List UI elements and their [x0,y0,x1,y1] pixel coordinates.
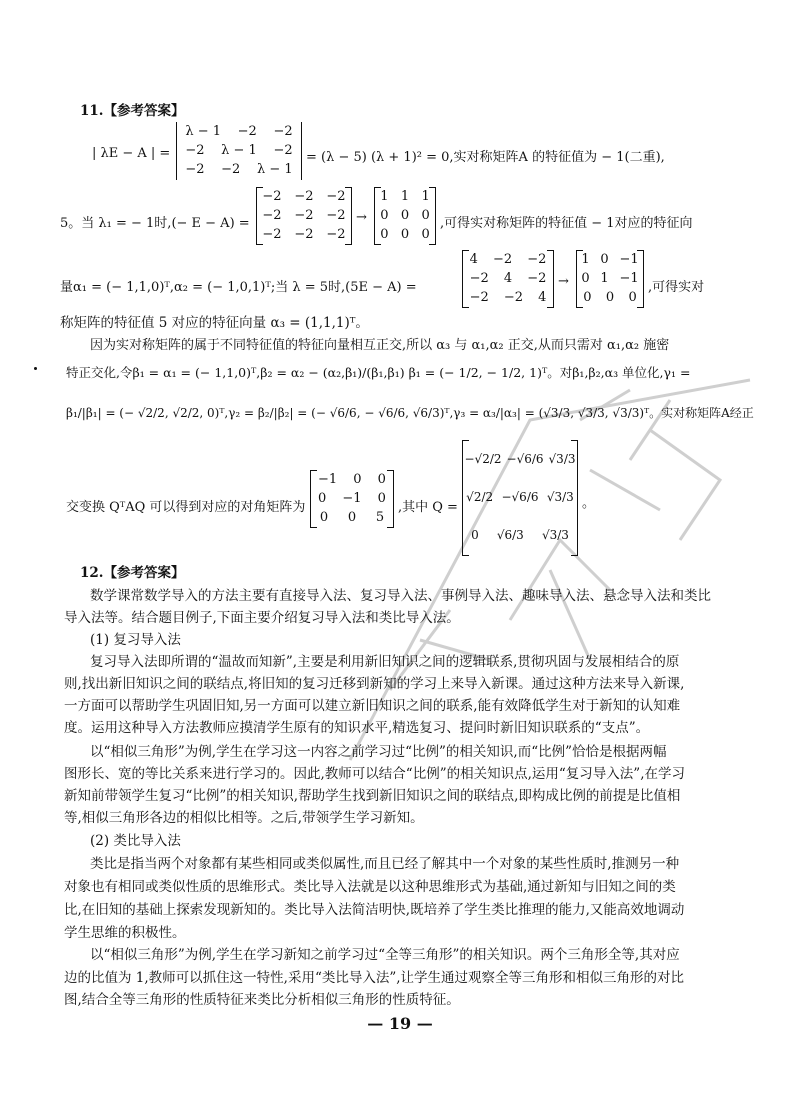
matrix-entry: 1 [400,189,410,204]
matrix-row [310,510,394,525]
matrix-entry: 0 [319,510,329,525]
q12-paragraph-line: 导入法等。结合题目例子,下面主要介绍复习导入法和类比导入法。 [64,610,460,626]
matrix-row [374,208,436,223]
matrix-entry: 0 [353,472,362,487]
matrix-entry: 0 [380,227,389,242]
det-row [177,124,301,139]
matrix-row [374,227,436,242]
matrix-row [576,290,644,305]
matrix-entry: 0 [605,290,615,305]
q11-case2-text: 量α₁ = (− 1,1,0)ᵀ,α₂ = (− 1,0,1)ᵀ;当 λ = 5时,(5E − A) = [60,280,417,295]
matrix-entry: −2 [294,189,314,204]
matrix-q [462,440,578,556]
matrix-row [576,252,644,267]
q11-case1-text: 5。当 λ₁ = − 1时,(− E − A) = [60,216,250,231]
matrix-entry: −√6/6 [501,490,539,504]
matrix-row [462,452,578,466]
matrix-entry: 0 [380,208,389,223]
matrix-row [576,271,644,286]
q11-q-label: ,其中 Q = [398,500,458,515]
matrix-entry: 1 [380,189,389,204]
q11-det-label: | λE − A | = [92,146,171,161]
matrix-entry: 0 [471,528,479,542]
matrix-entry: 0 [377,491,386,506]
q12-subheading: (1) 复习导入法 [90,632,181,648]
q11-char-eq: = (λ − 5) (λ + 1)² = 0,实对称矩阵A 的特征值为 − 1(二重), [306,150,665,165]
watermark-stamp [330,360,770,780]
matrix-entry: 5 [375,510,385,525]
matrix-entry: −2 [273,124,293,139]
matrix-entry: 4 [538,290,547,305]
matrix-entry: √3/3 [541,528,569,542]
q12-subheading: (2) 类比导入法 [90,833,181,849]
matrix-row [462,271,554,286]
matrix-row [462,252,554,267]
matrix-entry: √3/3 [546,490,574,504]
matrix-entry: 0 [400,227,410,242]
matrix-entry: 0 [347,510,357,525]
matrix-entry: 0 [628,290,637,305]
q11-line: β₁/|β₁| = (− √2/2, √2/2, 0)ᵀ,γ₂ = β₂/|β₂| = (− √6/6, − √6/6, √6/3)ᵀ,γ₃ = α₃/|α₃| = (√3/3, √3/3, √3/3)ᵀ。实对称矩阵A经正 [66,406,754,420]
matrix-entry: √6/3 [496,528,524,542]
matrix-entry: 0 [377,472,386,487]
q11-end-mark: 。 [582,496,596,511]
matrix-5e-minus-a [462,250,554,308]
arrow-icon: → [558,274,569,289]
matrix-entry: −2 [262,189,282,204]
matrix-entry: −2 [221,162,241,177]
matrix-row [310,491,394,506]
matrix-reduced-2 [576,250,644,308]
matrix-entry: 0 [400,208,410,223]
q12-paragraph-line: 学生思维的积极性。 [64,925,186,941]
matrix-entry: √2/2 [466,490,494,504]
det-row [177,162,301,177]
matrix-entry: −1 [342,491,362,506]
matrix-entry: −2 [527,271,547,286]
matrix-row [256,189,352,204]
q12-paragraph-line: 类比是指当两个对象都有某些相同或类似属性,而且已经了解其中一个对象的某些性质时,推测另一种 [90,856,680,872]
q12-paragraph-line: 数学课常数学导入的方法主要有直接导入法、复习导入法、事例导入法、趣味导入法、悬念导入法和类比 [90,588,711,604]
q12-paragraph-line: 以“相似三角形”为例,学生在学习这一内容之前学习过“比例”的相关知识,而“比例”恰恰是根据两幅 [90,744,667,760]
q11-diag-text: 交变换 QᵀAQ 可以得到对应的对角矩阵为 [66,500,306,515]
matrix-entry: −2 [503,290,524,305]
q12-paragraph-line: 等,相似三角形各边的相似比相等。之后,带领学生学习新知。 [64,810,424,826]
matrix-entry: −2 [469,271,489,286]
q11-heading: 11.【参考答案】 [80,103,185,119]
det-row [177,143,301,158]
matrix-entry: −2 [294,227,314,242]
matrix-entry: −√2/2 [464,452,502,466]
matrix-entry: 0 [318,491,327,506]
matrix-entry: −√6/6 [506,452,544,466]
matrix-entry: −2 [527,252,547,267]
matrix-entry: −1 [318,472,338,487]
matrix-entry: −2 [326,227,346,242]
matrix-row [462,528,578,542]
matrix-entry: −2 [469,290,489,305]
q12-paragraph-line: 以“相似三角形”为例,学生在学习新知之前学习过“全等三角形”的相关知识。两个三角形全等,其对应 [90,947,680,963]
matrix-diagonal [310,470,394,528]
matrix-entry: 0 [583,290,592,305]
q12-paragraph-line: 边的比值为 1,教师可以抓住这一特性,采用“类比导入法”,让学生通过观察全等三角形和相似三角形的对比 [64,970,685,986]
matrix-row [256,227,352,242]
matrix-entry: −2 [185,143,205,158]
matrix-entry: √3/3 [548,452,576,466]
matrix-entry: λ − 1 [185,124,221,139]
q11-case1-result: ,可得实对称矩阵的特征值 − 1对应的特征向 [440,216,693,231]
matrix-entry: λ − 1 [221,143,257,158]
q12-paragraph-line: 新知前带领学生复习“比例”的相关知识,帮助学生找到新旧知识之间的联结点,即构成比例的前提是比值相 [64,788,681,804]
matrix-entry: 0 [421,227,430,242]
q12-paragraph-line: 图形长、宽的等比关系来进行学习的。因此,教师可以结合“比例”的相关知识点,运用“复习导入法”,在学习 [64,766,685,782]
q12-paragraph-line: 一方面可以帮助学生巩固旧知,另一方面可以建立新旧知识之间的联系,能有效降低学生对于新知的认知难 [64,698,681,714]
matrix-entry: −1 [619,252,639,267]
matrix-entry: 4 [469,252,478,267]
matrix-entry: −2 [326,189,346,204]
matrix-entry: −2 [273,143,293,158]
q12-heading: 12.【参考答案】 [80,565,185,581]
q11-line: 因为实对称矩阵的属于不同特征值的特征向量相互正交,所以 α₃ 与 α₁,α₂ 正交,从而只需对 α₁,α₂ 施密 [90,338,670,353]
matrix-row [256,208,352,223]
matrix-entry: 0 [581,271,590,286]
matrix-entry: 0 [421,208,430,223]
matrix-entry: 1 [581,252,590,267]
matrix-entry: −2 [185,162,205,177]
q12-paragraph-line: 则,找出新旧知识之间的联结点,将旧知的复习迁移到新知的学习上来导入新课。通过这种方法来导入新课, [64,676,685,692]
q11-line: 称矩阵的特征值 5 对应的特征向量 α₃ = (1,1,1)ᵀ。 [60,315,369,331]
matrix-entry: −2 [326,208,346,223]
q12-paragraph-line: 对象也有相同或类似性质的思维形式。类比导入法就是以这种思维形式为基础,通过新知与旧知之间的类 [64,879,676,895]
matrix-entry: −2 [262,208,282,223]
q11-determinant [176,122,302,180]
matrix-entry: 1 [600,271,609,286]
matrix-entry: −1 [619,271,639,286]
matrix-row [462,490,578,504]
q12-paragraph-line: 复习导入法即所谓的“温故而知新”,主要是利用新旧知识之间的逻辑联系,贯彻巩固与发展相结合的原 [90,654,680,670]
matrix-entry: −2 [237,124,257,139]
matrix-entry: λ − 1 [256,162,293,177]
matrix-entry: −2 [294,208,314,223]
q12-paragraph-line: 度。运用这种导入方法教师应摸清学生原有的知识水平,精选复习、提问时新旧知识联系的“支点”。 [64,720,650,736]
stray-dot [34,367,37,370]
q12-paragraph-line: 比,在旧知的基础上探索发现新知的。类比导入法简洁明快,既培养了学生类比推理的能力,又能高效地调动 [64,902,685,918]
matrix-entry: 0 [600,252,609,267]
page-number: — 19 — [367,1014,433,1033]
q11-line: 特正交化,令β₁ = α₁ = (− 1,1,0)ᵀ,β₂ = α₂ − (α₂,β₁)/(β₁,β₁) β₁ = (− 1/2, − 1/2, 1)ᵀ。对β₁,β₂,α₃ 单位化,γ₁ = [66,365,691,380]
matrix-row [310,472,394,487]
matrix-row [374,189,436,204]
matrix-row [462,290,554,305]
q12-paragraph-line: 图,结合全等三角形的性质特征来类比分析相似三角形的性质特征。 [64,992,460,1008]
q11-case2-result: ,可得实对 [648,280,705,295]
matrix-neg-e-minus-a [256,187,352,245]
matrix-reduced-1 [374,187,436,245]
matrix-entry: 4 [503,271,513,286]
matrix-entry: −2 [492,252,513,267]
matrix-entry: 1 [421,189,430,204]
arrow-icon: → [356,210,367,225]
matrix-entry: −2 [262,227,282,242]
